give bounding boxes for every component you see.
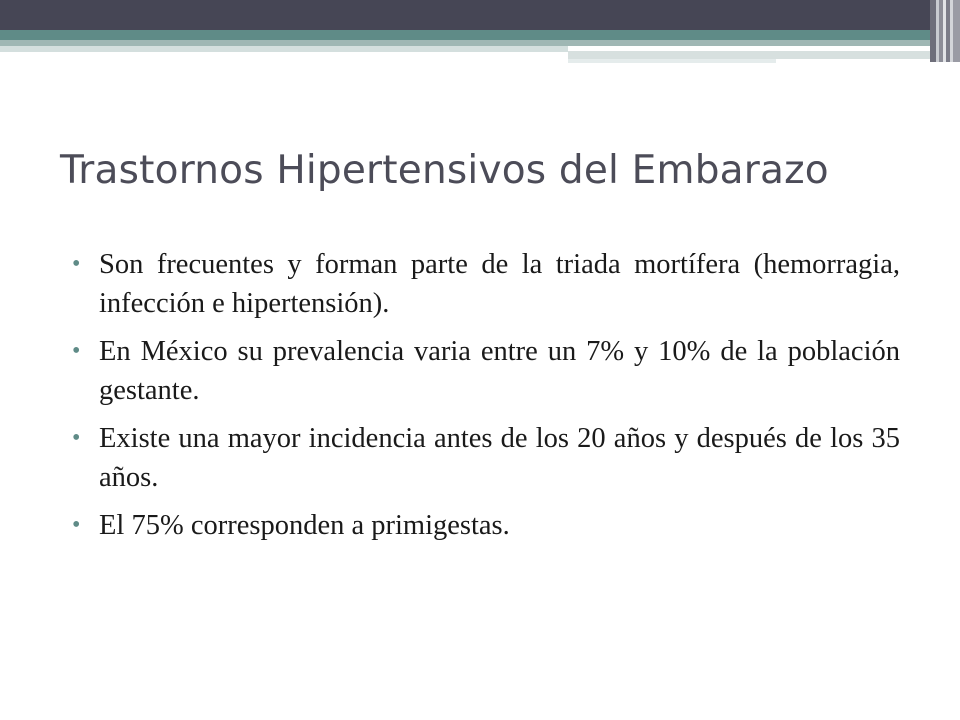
bullet-list	[72, 245, 900, 554]
bullet-dot-icon: •	[72, 338, 81, 364]
bullet-text: El 75% corresponden a primigestas.	[99, 510, 510, 541]
bullet-item	[72, 506, 900, 545]
bullet-dot-icon: •	[72, 251, 81, 277]
corner-stripes	[930, 0, 960, 62]
header-band-teal	[0, 30, 930, 40]
header-band-pale	[0, 46, 568, 52]
header-band-dark	[0, 0, 930, 30]
bullet-dot-icon: •	[72, 512, 81, 538]
bullet-item	[72, 245, 900, 323]
bullet-item	[72, 419, 900, 497]
bullet-text: Existe una mayor incidencia antes de los 20 años y después de los 35 años.	[99, 423, 900, 493]
bullet-text: En México su prevalencia varia entre un 7% y 10% de la población gestante.	[99, 336, 900, 406]
bullet-dot-icon: •	[72, 425, 81, 451]
bullet-text: Son frecuentes y forman parte de la triada mortífera (hemorragia, infección e hipertensión).	[99, 249, 900, 319]
header-inset-band-lower	[568, 59, 776, 63]
bullet-item	[72, 332, 900, 410]
header-inset-band	[568, 51, 930, 59]
slide-title: Trastornos Hipertensivos del Embarazo	[60, 148, 829, 193]
